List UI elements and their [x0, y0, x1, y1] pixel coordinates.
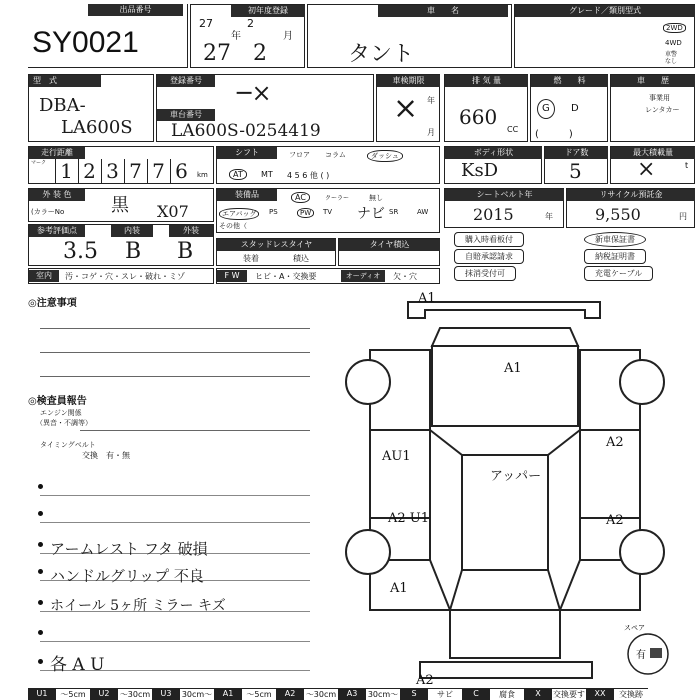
engine-sub: （異音・不調等） [36, 419, 92, 427]
caution-line-1 [40, 328, 310, 329]
equip-nav: ナビ [357, 206, 385, 222]
studless-loaded: 積込 [293, 254, 309, 263]
history-business: 事業用 [649, 94, 670, 102]
shift-gears: 4 5 6 他 ( ) [287, 171, 330, 180]
mark-right-front: A2 [606, 435, 624, 450]
inspection-year-unit: 年 [427, 96, 435, 105]
wheel-rr [620, 530, 664, 574]
bullet-dot [38, 542, 43, 547]
legend-value: ～30cm [305, 690, 337, 699]
interior-row [28, 268, 214, 284]
equip-cooler: クーラー [325, 195, 350, 202]
equip-pw: PW [297, 208, 314, 218]
interior-label: 内装 [111, 225, 153, 237]
mark-rear-bumper: A2 [416, 673, 434, 686]
legend-key: C [462, 688, 490, 700]
grade-label: グレード／類別型式 [515, 5, 695, 17]
legend-value: ～30cm [119, 690, 151, 699]
history-box [610, 74, 695, 142]
bullet-dot [38, 569, 43, 574]
exterior-value: B [177, 239, 194, 264]
car-name: タント [348, 42, 415, 67]
legend-value: ～5cm [56, 688, 90, 700]
seatbelt-label: シートベルト年 [445, 189, 564, 201]
opt-charge-cable: 充電ケーブル [584, 266, 653, 281]
reg-number: ─× [237, 79, 272, 107]
score-value: 3.5 [63, 239, 98, 264]
first-reg-month: 2 [253, 41, 267, 66]
wheel-rl [346, 530, 390, 574]
opt-signboard: 購入時看板付 [454, 232, 524, 247]
legend-value: ～5cm [242, 688, 276, 700]
inspection-month-unit: 月 [427, 128, 435, 137]
legend-value: 腐食 [490, 688, 524, 700]
audio-label: オーディオ [341, 270, 385, 282]
scores-box [28, 224, 214, 266]
first-reg-year: 27 [203, 41, 231, 66]
bullet-dot [38, 600, 43, 605]
fuel-d: D [571, 103, 579, 114]
equip-tv: TV [323, 208, 333, 216]
wheel-fr [620, 360, 664, 404]
grade-spare: 車警 なし [665, 51, 678, 65]
legend-key: A1 [214, 688, 242, 700]
audio-text: 欠・穴 [393, 272, 417, 281]
remark-1: アームレスト フタ 破損 [50, 540, 208, 558]
color-value: 黒 [111, 195, 129, 216]
legend-value: サビ [428, 688, 462, 700]
recycle-box [566, 188, 695, 228]
odometer-digit: 7 [147, 159, 169, 183]
rear-bumper [420, 662, 592, 678]
mark-right-mid: A2 [606, 513, 624, 528]
mark-left-mid: A2 U1 [388, 511, 430, 526]
legend-key: A2 [276, 688, 304, 700]
mark-left-front: AU1 [382, 449, 411, 464]
model-line2: LA600S [61, 117, 133, 138]
odometer-digit: 1 [55, 159, 77, 183]
reg-box [156, 74, 374, 142]
legend-key: X [524, 688, 552, 700]
opt-warranty: 新車保証書 [584, 232, 646, 247]
reg-label: 登録番号 [157, 75, 215, 87]
equipment-label: 装備品 [217, 189, 277, 201]
front-bumper [408, 302, 600, 318]
grade-box [514, 4, 695, 68]
model-label: 型 式 [29, 75, 101, 87]
mileage-box [28, 146, 214, 184]
displacement-box [444, 74, 528, 142]
inspector-heading: ◎検査員報告 [28, 396, 87, 407]
displacement-value: 660 [459, 105, 498, 129]
model-line1: DBA- [39, 95, 86, 116]
bonnet [432, 346, 578, 426]
opt-deregister: 抹消受付可 [454, 266, 516, 281]
studless-box [216, 238, 336, 266]
left-front-door [370, 430, 430, 518]
model-box [28, 74, 154, 142]
rear-glass [450, 570, 560, 610]
displacement-label: 排 気 量 [445, 75, 528, 87]
equipment-box [216, 188, 440, 233]
fw-label: F W [217, 270, 247, 282]
wheel-fl [346, 360, 390, 404]
timing-label: タイミングベルト [40, 441, 96, 449]
bullet-line [40, 522, 310, 523]
car-name-box [307, 4, 512, 68]
recycle-label: リサイクル預託金 [567, 189, 695, 201]
history-label: 車 歴 [611, 75, 695, 87]
legend-key: XX [586, 688, 614, 700]
shift-column: コラム [325, 151, 346, 159]
first-reg-label: 初年度登録 [231, 5, 305, 17]
equip-aw: AW [417, 208, 429, 216]
first-reg-printed-month: 2 [247, 17, 254, 30]
mark-front-bumper: A1 [418, 291, 436, 306]
equip-ac: AC [291, 192, 310, 203]
legend-value: 30cm～ [367, 690, 399, 699]
chassis-number: LA600S-0254419 [171, 121, 321, 141]
color-box [28, 188, 214, 222]
caution-heading: ◎注意事項 [28, 298, 77, 309]
body-label: ボディ形状 [445, 147, 542, 159]
opt-insurance: 自賠承認請求 [454, 249, 524, 264]
legend-key: U2 [90, 688, 118, 700]
bonnet-front [432, 328, 578, 346]
inspection-box [376, 74, 440, 142]
doors-box [544, 146, 608, 184]
capacity-box [610, 146, 695, 184]
legend-key: A3 [338, 688, 366, 700]
bullet-dot [38, 659, 43, 664]
recycle-unit: 円 [679, 212, 687, 221]
tire-load-box [338, 238, 440, 266]
mileage-label: 走行距離 [29, 147, 85, 159]
chassis-label: 車台番号 [157, 109, 215, 121]
mark-left-rear: A1 [390, 581, 408, 596]
capacity-unit: t [685, 161, 689, 170]
studless-label: スタッドレスタイヤ [217, 239, 336, 251]
fuel-box [530, 74, 608, 142]
color-code: X07 [157, 202, 189, 221]
bullet-dot [38, 630, 43, 635]
body-value: KsD [461, 160, 499, 181]
seatbelt-year: 2015 [473, 205, 514, 224]
mark-roof: アッパー [490, 469, 542, 484]
odometer-digit: 7 [124, 159, 146, 183]
tire-load-label: タイヤ積込 [339, 239, 440, 251]
fuel-label: 燃 料 [531, 75, 608, 87]
mileage-unit: km [197, 171, 208, 179]
seatbelt-box [444, 188, 564, 228]
spare-label: スペア [624, 624, 645, 632]
opt-tax-cert: 納税証明書 [584, 249, 646, 264]
shift-box [216, 146, 440, 184]
fuel-g: G [542, 103, 550, 114]
timing-sub: 交換 有・無 [82, 451, 130, 460]
mileage-mark: マーク [31, 160, 47, 166]
recycle-value: 9,550 [595, 205, 641, 224]
lot-label: 出品番号 [88, 4, 183, 16]
caution-line-2 [40, 352, 310, 353]
odometer-digit: 6 [170, 159, 192, 183]
shift-label: シフト [217, 147, 277, 159]
remark-4: 各 A U [50, 655, 105, 675]
windshield [430, 430, 580, 455]
doors-label: ドア数 [545, 147, 608, 159]
remark-2: ハンドルグリップ 不良 [50, 567, 204, 585]
car-name-label: 車 名 [378, 5, 508, 17]
interior-value: B [125, 239, 142, 264]
color-label: 外 装 色 [29, 189, 85, 201]
interior-row-label: 室内 [29, 270, 59, 282]
legend-value: 30cm～ [181, 690, 213, 699]
remark-3: ホイール 5ヶ所 ミラー キズ [50, 598, 226, 614]
displacement-unit: CC [507, 125, 519, 134]
score-label: 参考評価点 [29, 225, 85, 237]
car-diagram [330, 290, 692, 686]
engine-line [80, 430, 310, 431]
year-unit: 年 [231, 31, 241, 42]
grade-4wd: 4WD [665, 39, 682, 47]
body-box [444, 146, 542, 184]
odometer-digit: 2 [78, 159, 100, 183]
color-code-label: (カラーNo [31, 208, 65, 216]
inspection-value: × [393, 91, 419, 126]
fuel-blank: ( ) [535, 129, 573, 140]
spare-value: 有 [636, 650, 646, 661]
bullet-line [40, 641, 310, 642]
spare-icon [650, 648, 662, 658]
first-reg-printed-year: 27 [199, 17, 213, 30]
fw-row [216, 268, 440, 284]
seatbelt-unit: 年 [545, 212, 553, 221]
mark-bonnet: A1 [504, 361, 522, 376]
capacity-label: 最大積載量 [611, 147, 695, 159]
equip-sr: SR [389, 208, 399, 216]
fw-text: ヒビ・A・交換要 [255, 272, 317, 281]
tailgate [450, 610, 560, 658]
shift-dash: ダッシュ [367, 150, 403, 162]
shift-floor: フロア [289, 151, 310, 159]
inspection-label: 車検期限 [377, 75, 440, 87]
legend-key: U1 [28, 688, 56, 700]
equip-other: その他（ [219, 222, 247, 230]
odometer-digit: 3 [101, 159, 123, 183]
grade-2wd: 2WD [663, 23, 686, 33]
legend-key: S [400, 688, 428, 700]
exterior-label: 外装 [169, 225, 213, 237]
equip-airbag: エアバッグ [219, 208, 259, 220]
capacity-value: × [637, 157, 656, 182]
lot-box [28, 4, 188, 68]
caution-line-3 [40, 376, 310, 377]
options-box [444, 230, 695, 282]
bullet-line [40, 495, 310, 496]
engine-label: エンジン関係 [40, 409, 82, 417]
bullet-dot [38, 511, 43, 516]
month-unit: 月 [283, 31, 293, 42]
history-rental: レンタカー [645, 106, 680, 114]
interior-row-text: 汚・コゲ・穴・スレ・破れ・ミゾ [65, 272, 185, 281]
equip-none: 無し [369, 194, 383, 202]
bullet-dot [38, 484, 43, 489]
legend-key: U3 [152, 688, 180, 700]
legend-value: 交換要す [553, 690, 585, 699]
equip-ps: PS [269, 208, 278, 216]
studless-fitted: 装着 [243, 254, 259, 263]
shift-at: AT [229, 169, 247, 180]
first-reg-box [190, 4, 305, 68]
shift-mt: MT [261, 170, 273, 179]
legend-value: 交換跡 [614, 688, 648, 700]
lot-number: SY0021 [32, 26, 139, 59]
doors-value: 5 [569, 159, 582, 183]
